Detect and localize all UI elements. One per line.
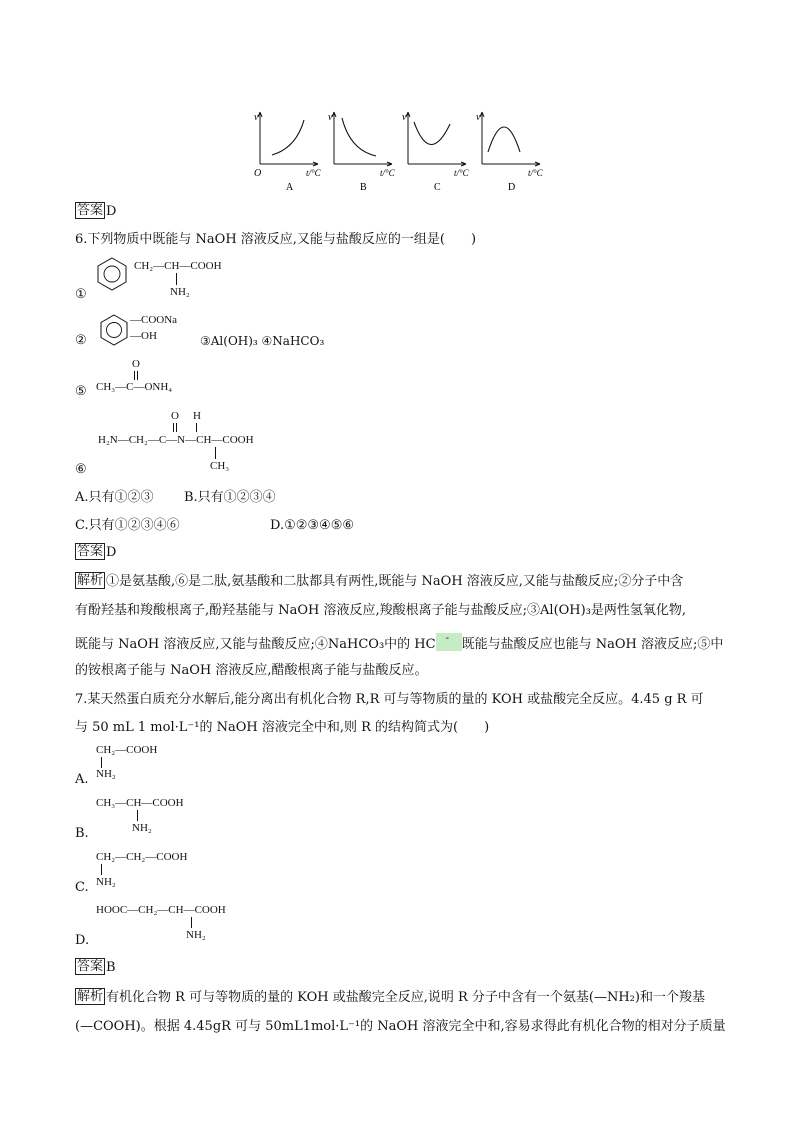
graph-b-y-label: v	[328, 112, 333, 123]
graph-b-x-label: t/°C	[380, 168, 395, 178]
q7-option-b-amine: NH₂	[132, 822, 152, 834]
graph-b-label: B	[360, 182, 367, 193]
q7-option-a-formula: CH₂—COOH	[96, 744, 158, 756]
q6-answer-value: D	[106, 545, 117, 560]
q6-option-b: B.只有①②③④	[184, 490, 276, 505]
q6-item-2-number: ②	[75, 333, 87, 348]
q6-item-2-carboxylate: —COONa	[130, 314, 178, 326]
graph-b	[328, 112, 396, 193]
graph-c-y-label: v	[402, 112, 407, 123]
graph-c	[402, 112, 470, 193]
benzene-ring-icon	[94, 313, 134, 349]
q6-stem: 6.下列物质中既能与 NaOH 溶液反应,又能与盐酸反应的一组是( )	[75, 232, 477, 247]
q6-analysis-line-1: 解析 ①是氨基酸,⑥是二肽,氨基酸和二肽都具有两性,既能与 NaOH 溶液反应,又能与盐酸反应;②分子中含	[77, 573, 684, 589]
q6-analysis-line-3: 既能与 NaOH 溶液反应,又能与盐酸反应;④NaHCO₃中的 HC - 既能与盐酸反应也能与 NaOH 溶液反应;⑤中	[75, 633, 724, 652]
q7-option-d-formula: HOOC—CH₂—CH—COOH	[96, 904, 226, 916]
q6-option-a: A.只有①②③	[75, 490, 154, 505]
q7-answer-value: B	[106, 960, 116, 975]
q6-item-1-amine: NH₂	[170, 286, 190, 298]
q7-option-c-formula: CH₂—CH₂—COOH	[96, 851, 188, 863]
bond-line	[196, 423, 197, 432]
q6-item-6-methyl: CH₃	[210, 460, 230, 472]
graph-d-label: D	[508, 182, 516, 193]
graph-c-label: C	[434, 182, 441, 193]
q7-option-c-amine: NH₂	[96, 876, 116, 888]
analysis-tag: 解析	[77, 989, 104, 1004]
bond-line	[101, 864, 102, 875]
q6-option-d: D.①②③④⑤⑥	[270, 518, 355, 533]
graph-a-curve	[272, 120, 304, 155]
q6-item-6-number: ⑥	[75, 462, 87, 477]
bond-line	[215, 447, 216, 459]
analysis-tag: 解析	[77, 573, 104, 588]
double-bond-line	[134, 371, 135, 380]
highlight-box: -	[436, 633, 462, 651]
q6-item-5-formula: CH₃—C—ONH₄	[96, 381, 173, 393]
q7-option-a-amine: NH₂	[96, 768, 116, 780]
q6-items-3-4: ③Al(OH)₃ ④NaHCO₃	[200, 334, 325, 348]
q7-analysis-line-2: (—COOH)。根据 4.45gR 可与 50mL1mol·L⁻¹的 NaOH 溶液完全中和,容易求得此有机化合物的相对分子质量	[75, 1019, 726, 1034]
q7-option-b-label: B.	[75, 826, 89, 841]
double-bond-line	[137, 371, 138, 380]
q6-item-5-oxygen: O	[132, 358, 140, 370]
q6-item-2-hydroxyl: —OH	[130, 330, 157, 342]
q5-answer-value: D	[106, 204, 117, 219]
bond-line	[176, 273, 177, 285]
q6-answer-line	[75, 543, 116, 563]
q6-item-6-formula: H₂N—CH₂—C—N—CH—COOH	[98, 434, 254, 446]
q6-item-1-number: ①	[75, 287, 87, 302]
benzene-ring-icon	[92, 255, 132, 295]
q7-option-d-label: D.	[75, 933, 90, 948]
graph-a-y-label: v	[254, 112, 259, 123]
q7-analysis-line-1: 解析 有机化合物 R 可与等物质的量的 KOH 或盐酸完全反应,说明 R 分子中含有一个氨基(—NH₂)和一个羧基	[77, 989, 705, 1005]
graph-a-origin: O	[254, 168, 262, 179]
q5-answer-line	[75, 202, 116, 222]
q7-stem-line-1: 7.某天然蛋白质充分水解后,能分离出有机化合物 R,R 可与等物质的量的 KOH 或盐酸完全反应。4.45 g R 可	[75, 692, 704, 707]
graph-a	[254, 112, 322, 193]
q6-analysis-line-2: 有酚羟基和羧酸根离子,酚羟基能与 NaOH 溶液反应,羧酸根离子能与盐酸反应;③Al(OH)₃是两性氢氧化物,	[75, 603, 687, 618]
q6-item-6-hydrogen: H	[193, 410, 201, 422]
double-bond-line	[176, 423, 177, 432]
q6-option-c: C.只有①②③④⑥	[75, 518, 180, 533]
answer-tag: 答案	[77, 544, 104, 559]
answer-tag: 答案	[77, 203, 104, 218]
bond-line	[101, 757, 102, 768]
graph-c-curve	[414, 122, 450, 145]
bond-line	[137, 810, 138, 821]
graph-d	[476, 112, 544, 193]
graph-d-x-label: t/°C	[528, 168, 543, 178]
graph-d-curve	[488, 127, 520, 152]
q6-analysis-line-4: 的铵根离子能与 NaOH 溶液反应,醋酸根离子能与盐酸反应。	[75, 663, 428, 678]
q6-item-1-formula: CH₂—CH—COOH	[134, 260, 222, 272]
graph-b-curve	[342, 118, 376, 156]
q7-option-a-label: A.	[75, 772, 89, 787]
bond-line	[191, 917, 192, 928]
rate-temperature-graphs	[250, 108, 550, 196]
q6-item-5-number: ⑤	[75, 384, 87, 399]
answer-tag: 答案	[77, 959, 104, 974]
q7-option-d-amine: NH₂	[186, 929, 206, 941]
graph-a-label: A	[286, 182, 294, 193]
graph-d-y-label: v	[476, 112, 481, 123]
q7-option-c-label: C.	[75, 880, 89, 895]
q7-option-b-formula: CH₃—CH—COOH	[96, 797, 184, 809]
double-bond-line	[173, 423, 174, 432]
q7-answer-line	[75, 958, 116, 978]
graph-c-x-label: t/°C	[454, 168, 469, 178]
graph-a-x-label: t/°C	[306, 168, 321, 178]
q7-stem-line-2: 与 50 mL 1 mol·L⁻¹的 NaOH 溶液完全中和,则 R 的结构简式为( )	[75, 720, 490, 735]
q6-item-6-oxygen: O	[171, 410, 179, 422]
